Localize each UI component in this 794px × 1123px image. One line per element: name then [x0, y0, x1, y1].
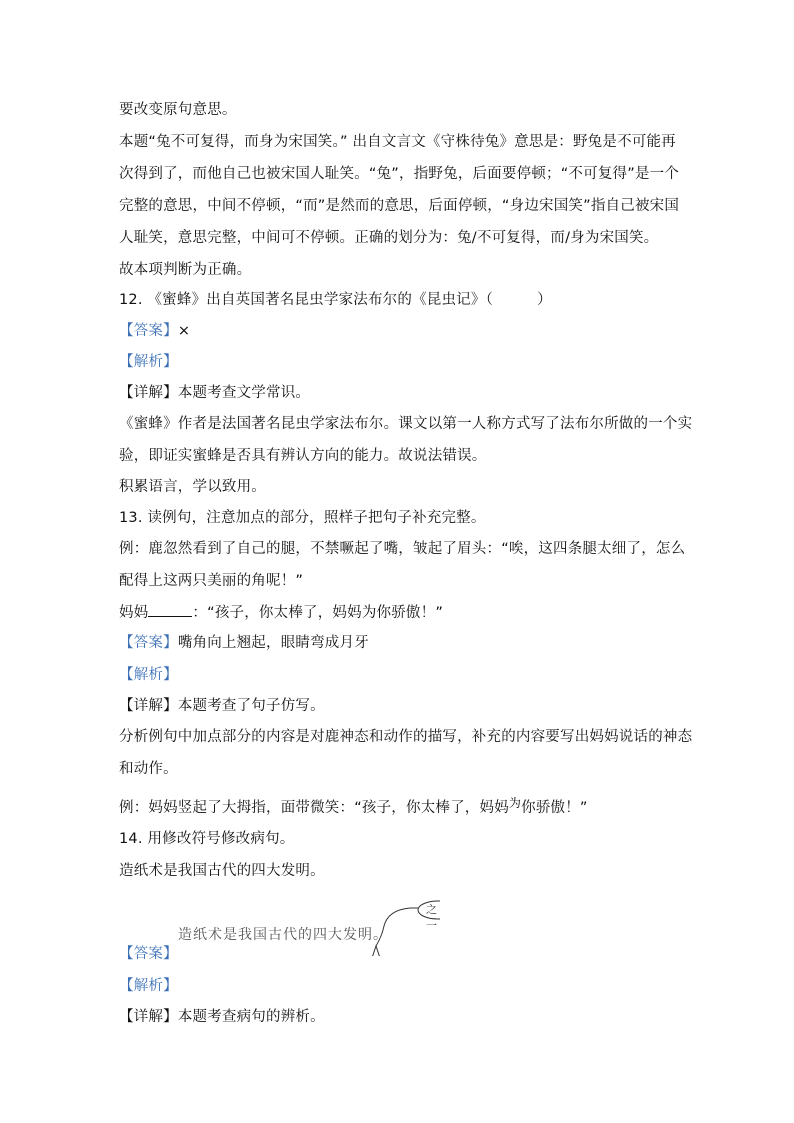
paragraph-line: 和动作。 — [119, 761, 178, 777]
paragraph-line: 次得到了，而他自己也被宋国人耻笑。“兔”，指野兔，后面要停顿；“不可复得”是一个 — [119, 166, 680, 182]
paragraph-line: 分析例句中加点部分的内容是对鹿神态和动作的描写，补充的内容要写出妈妈说话的神态 — [119, 729, 693, 745]
detail-text: 本题考查了句子仿写。 — [177, 698, 325, 714]
example-line: 配得上这两只美丽的角呢！” — [119, 573, 304, 589]
analysis-tag: 【解析】 — [119, 667, 178, 683]
paragraph-line: 人耻笑，意思完整，中间可不停顿。正确的划分为：兔/不可复得，而/身为宋国笑。 — [119, 230, 659, 246]
answer-text: 嘴角向上翘起，眼睛弯成月牙 — [177, 635, 369, 651]
example-line: 例：鹿忽然看到了自己的腿，不禁噘起了嘴，皱起了眉头：“唉，这四条腿太细了，怎么 — [119, 541, 686, 557]
paragraph-line: 积累语言，学以致用。 — [119, 479, 266, 495]
blank-field — [148, 602, 192, 617]
paragraph-line: 本题“兔不可复得，而身为宋国笑。” 出自文言文《守株待兔》意思是：野兔是不可能再 — [119, 134, 676, 150]
paragraph-line: 验，即证实蜜蜂是否具有辨认方向的能力。故说法错误。 — [119, 448, 487, 464]
example-text-end: 你骄傲！” — [521, 800, 588, 816]
fill-blank-line — [119, 602, 443, 623]
correction-figure — [170, 896, 440, 956]
answer-line — [119, 633, 369, 653]
detail-line — [119, 1007, 325, 1027]
fill-prefix: 妈妈 — [119, 605, 149, 621]
paragraph-line: 《蜜蜂》作者是法国著名昆虫学家法布尔。课文以第一人称方式写了法布尔所做的一个实 — [119, 416, 693, 432]
question-14: 14. 用修改符号修改病句。 — [119, 831, 295, 847]
answer-line — [119, 321, 190, 341]
detail-line — [119, 696, 325, 716]
answer-tag: 【答案】 — [119, 946, 178, 962]
detail-text: 本题考查文学常识。 — [177, 385, 311, 401]
fill-suffix: ：“孩子，你太棒了，妈妈为你骄傲！” — [192, 605, 444, 621]
detail-tag: 【详解】 — [119, 385, 178, 401]
analysis-tag: 【解析】 — [119, 354, 178, 370]
paragraph-line: 要改变原句意思。 — [119, 102, 237, 118]
example-raised-char: 为 — [508, 796, 522, 810]
example-text: 例：妈妈竖起了大拇指，面带微笑：“孩子，你太棒了，妈妈 — [119, 800, 509, 816]
paragraph-line: 故本项判断为正确。 — [119, 262, 252, 278]
answer-text: × — [177, 323, 191, 339]
question-13: 13. 读例句，注意加点的部分，照样子把句子补充完整。 — [119, 510, 486, 526]
analysis-tag: 【解析】 — [119, 978, 178, 994]
detail-text: 本题考查病句的辨析。 — [177, 1009, 325, 1025]
figure-sentence: 造纸术是我国古代的四大发明。 — [178, 927, 388, 943]
answer-tag: 【答案】 — [119, 323, 178, 339]
detail-line — [119, 383, 310, 403]
paragraph-line: 完整的意思，中间不停顿，“而”是然而的意思，后面停顿，“身边宋国笑”指自己被宋国 — [119, 198, 680, 214]
detail-tag: 【详解】 — [119, 698, 178, 714]
example-answer-line — [119, 798, 588, 818]
detail-tag: 【详解】 — [119, 1009, 178, 1025]
figure-insert-text: 之一 — [426, 903, 437, 932]
question-12: 12. 《蜜蜂》出自英国著名昆虫学家法布尔的《昆虫记》（ ） — [119, 292, 552, 308]
answer-tag: 【答案】 — [119, 635, 178, 651]
sick-sentence: 造纸术是我国古代的四大发明。 — [119, 863, 325, 879]
